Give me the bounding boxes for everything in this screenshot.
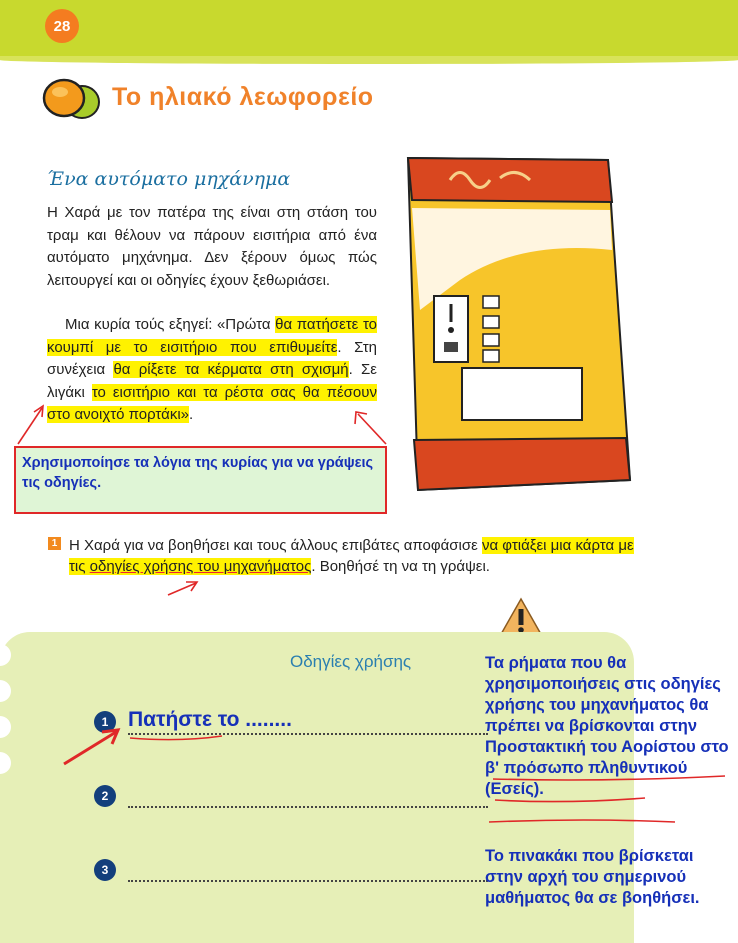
- answer-line-2[interactable]: [128, 806, 488, 808]
- red-arrow-icon: [166, 578, 200, 598]
- ticket-machine-illustration: [400, 150, 635, 495]
- red-note-box: [14, 446, 387, 514]
- top-band: [0, 0, 738, 58]
- instruction-paragraph: Μια κυρία τούς εξηγεί: «Πρώτα θα πατήσετε το κουμπί με το εισιτήριο που επιθυμείτε. Στη συνέχεια θα ρίξετε τα κέρματα στη σχισμή. Σε λιγάκι το εισιτήριο και τα ρέστα σας θα πέσουν στο ανοιχτό πορτάκι».: [47, 316, 377, 423]
- section-title: Ένα αυτόματο μηχάνημα: [47, 168, 291, 190]
- card-title: Οδηγίες χρήσης: [290, 652, 412, 671]
- lesson-title: Το ηλιακό λεωφορείο: [112, 83, 374, 111]
- red-arrow-icon: [60, 722, 236, 768]
- red-arrow-icon: [8, 400, 398, 450]
- card-hole: [0, 716, 11, 738]
- orange-lime-logo-icon: [40, 76, 102, 124]
- card-hole: [0, 644, 11, 666]
- step-number: 3: [94, 859, 116, 881]
- page-number: 28: [45, 9, 79, 43]
- card-hole: [0, 680, 11, 702]
- answer-line-3[interactable]: [128, 880, 488, 882]
- table-hint-note: Το πινακάκι που βρίσκεται στην αρχή του σημερινού μαθήματος θα σε βοηθήσει.: [485, 847, 700, 907]
- exercise-number-badge: 1: [48, 537, 61, 550]
- grammar-hint-note: Τα ρήματα που θα χρησιμοποιήσεις στις οδηγίες χρήσης του μηχανήματος θα πρέπει να βρίσκονται στην Προστακτική του Αορίστου στο β' πρόσωπο πληθυντικού (Εσείς).: [485, 654, 729, 798]
- red-underline-marks: [485, 770, 735, 826]
- red-note-text: Χρησιμοποίησε τα λόγια της κυρίας για να γράψεις τις οδηγίες.: [22, 455, 374, 491]
- step-number: 1: [94, 711, 116, 733]
- card-hole: [0, 752, 11, 774]
- step-number: 2: [94, 785, 116, 807]
- exercise-text: Η Χαρά για να βοηθήσει και τους άλλους επιβάτες αποφάσισε να φτιάξει μια κάρτα με τις οδηγίες χρήσης του μηχανήματος. Βοηθήσέ τη να τη γράψει.: [69, 537, 634, 575]
- step-1-handwritten-answer: Πατήστε το ........: [128, 708, 292, 731]
- intro-paragraph: Η Χαρά με τον πατέρα της είναι στη στάση του τραμ και θέλουν να πάρουν εισιτήρια από ένα αυτόματο μηχάνημα. Δεν ξέρουν όμως πώς λειτουργεί και οι οδηγίες έχουν ξεθωριάσει.: [47, 204, 377, 289]
